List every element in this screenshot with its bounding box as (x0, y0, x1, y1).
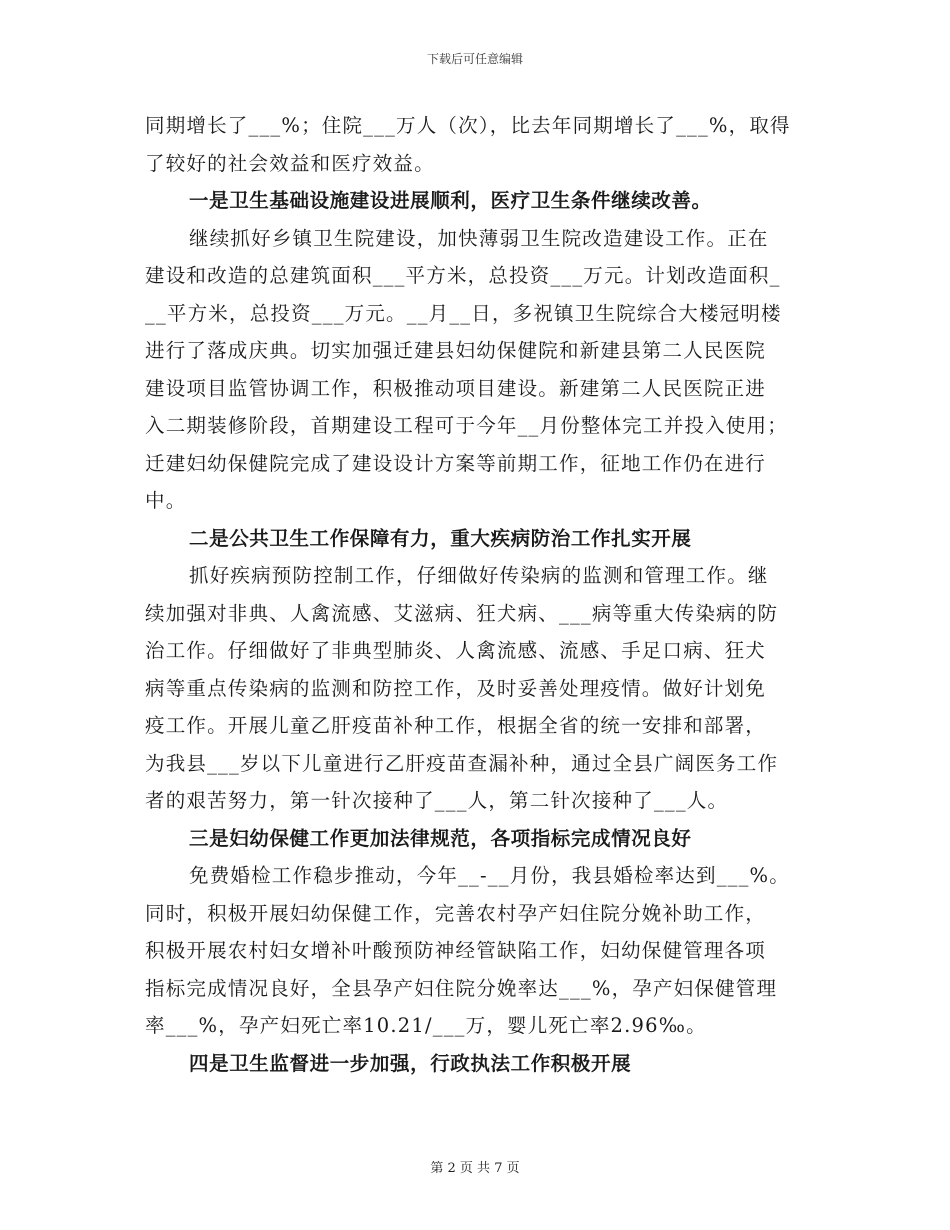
text-line: 免费婚检工作稳步推动，今年__-__月份，我县婚检率达到___%。 (189, 864, 790, 887)
text-line: 继续抓好乡镇卫生院建设，加快薄弱卫生院改造建设工作。正在 (189, 226, 769, 250)
section-heading: 一是卫生基础设施建设进展顺利，医疗卫生条件继续改善。 (189, 189, 712, 212)
text-line: 病等重点传染病的监测和防控工作，及时妥善处理疫情。做好计划免 (145, 676, 767, 700)
section-heading: 三是妇幼保健工作更加法律规范，各项指标完成情况良好 (189, 826, 692, 850)
text-line: 中。 (145, 489, 187, 512)
text-line: 治工作。仔细做好了非典型肺炎、人禽流感、流感、手足口病、狂犬 (145, 639, 767, 662)
section-heading: 四是卫生监督进一步加强，行政执法工作积极开展 (189, 1051, 632, 1075)
text-line: 抓好疾病预防控制工作，仔细做好传染病的监测和管理工作。继 (189, 564, 769, 587)
page-footer: 第 2 页 共 7 页 (430, 1161, 520, 1176)
section-heading: 二是公共卫生工作保障有力，重大疾病防治工作扎实开展 (189, 526, 692, 550)
text-line: 指标完成情况良好，全县孕产妇住院分娩率达___%，孕产妇保健管理 (145, 976, 778, 1000)
text-line: 进行了落成庆典。切实加强迁建县妇幼保健院和新建县第二人民医院 (145, 339, 767, 362)
text-line: 入二期装修阶段，首期建设工程可于今年__月份整体完工并投入使用； (145, 414, 788, 437)
text-line: 疫工作。开展儿童乙肝疫苗补种工作，根据全省的统一安排和部署， (145, 714, 767, 737)
text-line: 续加强对非典、人禽流感、艾滋病、狂犬病、___病等重大传染病的防 (145, 601, 779, 625)
text-line: 积极开展农村妇女增补叶酸预防神经管缺陷工作，妇幼保健管理各项 (145, 939, 767, 962)
page-header: 下载后可任意编辑 (426, 52, 523, 66)
text-line: 率___%，孕产妇死亡率10.21/___万，婴儿死亡率2.96‰。 (145, 1014, 707, 1037)
text-line: 为我县___岁以下儿童进行乙肝疫苗查漏补种，通过全县广阔医务工作 (145, 751, 779, 775)
document-body (145, 107, 805, 1082)
text-line: 者的艰苦努力，第一针次接种了___人，第二针次接种了___人。 (145, 789, 729, 812)
text-line: 建设项目监管协调工作，积极推动项目建设。新建第二人民医院正进 (145, 376, 767, 400)
text-line: 同期增长了___%；住院___万人（次），比去年同期增长了___%，取得 (145, 114, 791, 137)
text-line: __平方米，总投资___万元。__月__日，多祝镇卫生院综合大楼冠明楼 (145, 301, 782, 325)
text-line: 了较好的社会效益和医疗效益。 (145, 151, 435, 175)
text-line: 同时，积极开展妇幼保健工作，完善农村孕产妇住院分娩补助工作， (145, 901, 767, 925)
text-line: 迁建妇幼保健院完成了建设设计方案等前期工作，征地工作仍在进行 (145, 451, 767, 475)
text-line: 建设和改造的总建筑面积___平方米，总投资___万元。计划改造面积_ (145, 264, 781, 287)
